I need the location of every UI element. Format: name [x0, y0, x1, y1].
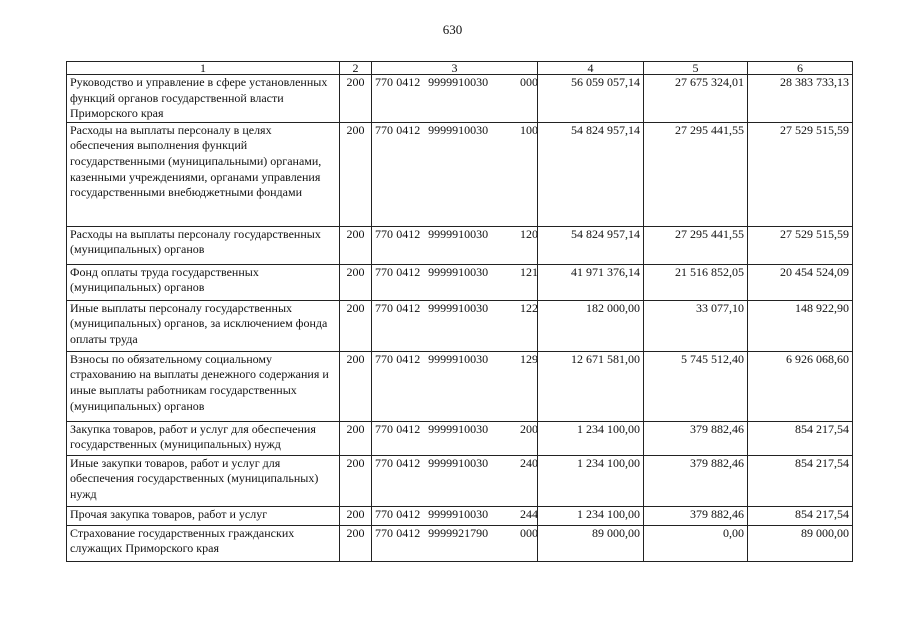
row-value-4: 1 234 100,00 [538, 455, 644, 506]
table-row [67, 75, 853, 123]
row-value-6: 6 926 068,60 [748, 351, 853, 421]
row-value-5: 27 675 324,01 [644, 75, 748, 123]
code-part-1: 770 [375, 506, 393, 521]
row-value-5: 33 077,10 [644, 300, 748, 351]
row-value-5: 379 882,46 [644, 421, 748, 455]
row-name: Фонд оплаты труда государственных (муниципальных) органов [67, 264, 340, 300]
row-value-5: 27 295 441,55 [644, 226, 748, 264]
row-code [372, 525, 538, 561]
code-part-4: 244 [520, 506, 538, 521]
code-part-4: 120 [520, 226, 538, 241]
table-row [67, 300, 853, 351]
code-part-4: 000 [520, 525, 538, 540]
row-value-6: 854 217,54 [748, 421, 853, 455]
table-row [67, 455, 853, 506]
row-value-6: 27 529 515,59 [748, 122, 853, 226]
row-name: Расходы на выплаты персоналу в целях обеспечения выполнения функций государственными (муниципальными) органами, казенными учреждениями, органами управления государственными внебюджетными фондами [67, 122, 340, 226]
header-col-2: 2 [340, 62, 372, 75]
row-col2: 200 [340, 525, 372, 561]
row-code [372, 75, 538, 123]
row-col2: 200 [340, 264, 372, 300]
code-part-3: 9999910030 [428, 455, 489, 470]
code-part-3: 9999921790 [428, 525, 489, 540]
row-col2: 200 [340, 300, 372, 351]
header-col-6: 6 [748, 62, 853, 75]
code-part-3: 9999910030 [428, 300, 489, 315]
row-col2: 200 [340, 455, 372, 506]
code-part-3: 9999910030 [428, 226, 489, 241]
row-name: Иные выплаты персоналу государственных (муниципальных) органов, за исключением фонда оплаты труда [67, 300, 340, 351]
row-value-4: 56 059 057,14 [538, 75, 644, 123]
code-part-1: 770 [375, 351, 393, 366]
code-part-4: 129 [520, 351, 538, 366]
code-part-1: 770 [375, 455, 393, 470]
row-name: Закупка товаров, работ и услуг для обеспечения государственных (муниципальных) нужд [67, 421, 340, 455]
code-part-4: 200 [520, 421, 538, 436]
row-value-4: 1 234 100,00 [538, 421, 644, 455]
row-value-5: 5 745 512,40 [644, 351, 748, 421]
row-code [372, 300, 538, 351]
code-part-1: 770 [375, 525, 393, 540]
code-part-1: 770 [375, 264, 393, 279]
code-part-2: 0412 [396, 525, 421, 540]
code-part-2: 0412 [396, 300, 421, 315]
table-row [67, 506, 853, 525]
row-value-6: 28 383 733,13 [748, 75, 853, 123]
code-part-2: 0412 [396, 351, 421, 366]
row-code [372, 506, 538, 525]
row-col2: 200 [340, 506, 372, 525]
code-part-3: 9999910030 [428, 421, 489, 436]
row-value-6: 854 217,54 [748, 455, 853, 506]
header-col-4: 4 [538, 62, 644, 75]
row-value-5: 21 516 852,05 [644, 264, 748, 300]
header-col-5: 5 [644, 62, 748, 75]
row-value-4: 54 824 957,14 [538, 122, 644, 226]
row-value-4: 12 671 581,00 [538, 351, 644, 421]
row-name: Прочая закупка товаров, работ и услуг [67, 506, 340, 525]
row-value-5: 0,00 [644, 525, 748, 561]
row-code [372, 122, 538, 226]
code-part-1: 770 [375, 122, 393, 137]
code-part-3: 9999910030 [428, 75, 489, 89]
code-part-2: 0412 [396, 506, 421, 521]
code-part-2: 0412 [396, 226, 421, 241]
row-col2: 200 [340, 421, 372, 455]
row-col2: 200 [340, 226, 372, 264]
code-part-1: 770 [375, 300, 393, 315]
code-part-2: 0412 [396, 421, 421, 436]
code-part-4: 100 [520, 122, 538, 137]
code-part-4: 122 [520, 300, 538, 315]
code-part-2: 0412 [396, 75, 421, 89]
row-value-5: 379 882,46 [644, 455, 748, 506]
row-value-6: 27 529 515,59 [748, 226, 853, 264]
row-value-6: 148 922,90 [748, 300, 853, 351]
row-col2: 200 [340, 351, 372, 421]
code-part-4: 240 [520, 455, 538, 470]
row-code [372, 226, 538, 264]
code-part-1: 770 [375, 226, 393, 241]
code-part-3: 9999910030 [428, 122, 489, 137]
code-part-3: 9999910030 [428, 264, 489, 279]
row-name: Страхование государственных гражданских служащих Приморского края [67, 525, 340, 561]
row-code [372, 264, 538, 300]
code-part-1: 770 [375, 421, 393, 436]
row-name: Руководство и управление в сфере установленных функций органов государственной власти Приморского края [67, 75, 340, 123]
row-value-6: 89 000,00 [748, 525, 853, 561]
code-part-2: 0412 [396, 122, 421, 137]
page-number: 630 [442, 22, 463, 37]
code-part-4: 000 [520, 75, 538, 89]
table-row [67, 226, 853, 264]
row-name: Иные закупки товаров, работ и услуг для обеспечения государственных (муниципальных) нужд [67, 455, 340, 506]
row-code [372, 351, 538, 421]
row-name: Расходы на выплаты персоналу государственных (муниципальных) органов [67, 226, 340, 264]
budget-table [66, 61, 853, 562]
header-col-3: 3 [372, 62, 538, 75]
row-col2: 200 [340, 75, 372, 123]
row-value-6: 20 454 524,09 [748, 264, 853, 300]
table-row [67, 525, 853, 561]
table-row [67, 264, 853, 300]
table-body [67, 75, 853, 562]
row-value-4: 182 000,00 [538, 300, 644, 351]
header-col-1: 1 [67, 62, 340, 75]
row-name: Взносы по обязательному социальному страхованию на выплаты денежного содержания и иные выплаты работникам государственных (муниципальных) органов [67, 351, 340, 421]
row-value-4: 1 234 100,00 [538, 506, 644, 525]
row-code [372, 421, 538, 455]
row-value-6: 854 217,54 [748, 506, 853, 525]
table-header-row [67, 62, 853, 75]
table-row [67, 351, 853, 421]
code-part-1: 770 [375, 75, 393, 89]
row-value-5: 27 295 441,55 [644, 122, 748, 226]
code-part-3: 9999910030 [428, 351, 489, 366]
table-row [67, 122, 853, 226]
row-value-4: 54 824 957,14 [538, 226, 644, 264]
code-part-2: 0412 [396, 455, 421, 470]
code-part-4: 121 [520, 264, 538, 279]
row-code [372, 455, 538, 506]
row-col2: 200 [340, 122, 372, 226]
code-part-3: 9999910030 [428, 506, 489, 521]
code-part-2: 0412 [396, 264, 421, 279]
row-value-4: 89 000,00 [538, 525, 644, 561]
row-value-5: 379 882,46 [644, 506, 748, 525]
table-row [67, 421, 853, 455]
row-value-4: 41 971 376,14 [538, 264, 644, 300]
